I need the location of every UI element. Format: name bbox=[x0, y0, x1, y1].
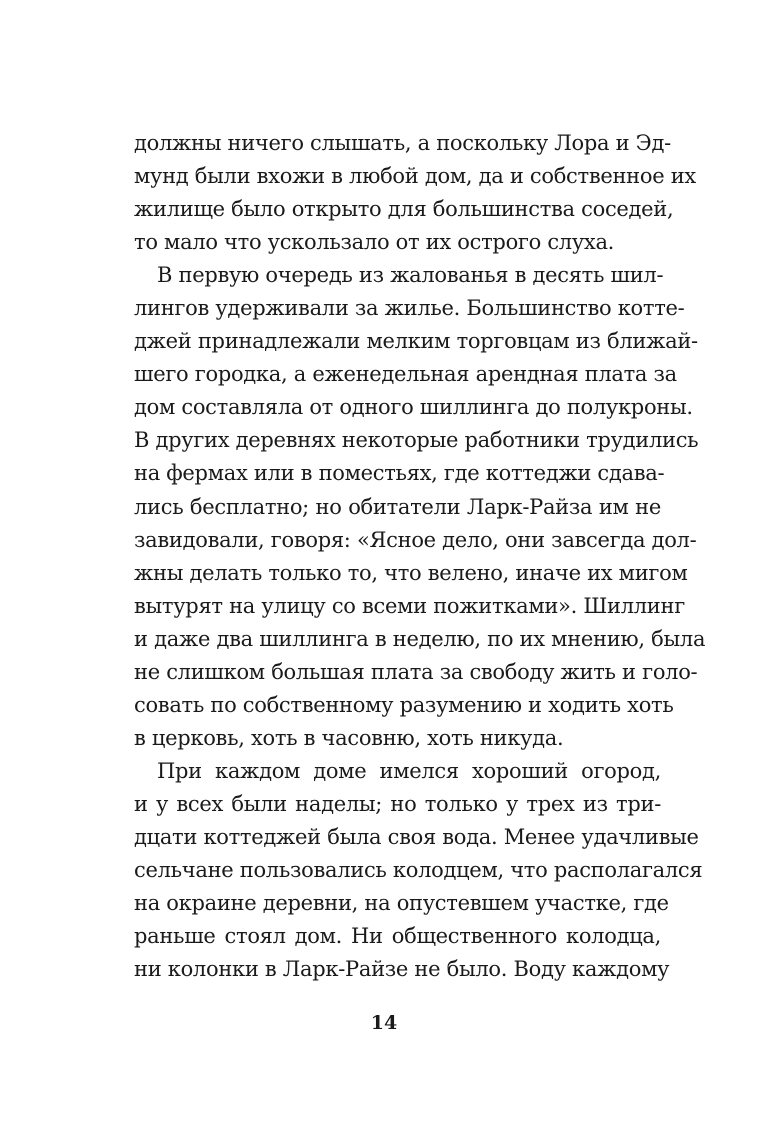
text-line: вытурят на улицу со всеми пожитками». Шиллинг bbox=[134, 593, 685, 618]
text-line: мунд были вхожи в любой дом, да и собственное их bbox=[134, 164, 696, 189]
text-line: жилище было открыто для большинства соседей, bbox=[134, 197, 674, 222]
text-line: При каждом доме имелся хороший огород, bbox=[157, 758, 661, 783]
text-line: дцати коттеджей была своя вода. Менее удачливые bbox=[134, 824, 699, 849]
text-line: на окраине деревни, на опустевшем участке, где bbox=[134, 891, 669, 916]
text-line: то мало что ускользало от их острого слуха. bbox=[134, 230, 615, 255]
text-line: шего городка, а еженедельная арендная плата за bbox=[134, 362, 677, 387]
text-line: лись бесплатно; но обитатели Ларк-Райза им не bbox=[134, 494, 661, 519]
text-line: в церковь, хоть в часовню, хоть никуда. bbox=[134, 725, 564, 750]
text-line: и даже два шиллинга в неделю, по их мнению, была bbox=[134, 626, 706, 651]
text-line: на фермах или в поместьях, где коттеджи сдава- bbox=[134, 461, 665, 486]
text-line: лингов удерживали за жилье. Большинство котте- bbox=[134, 296, 685, 321]
text-line: дом составляла от одного шиллинга до полукроны. bbox=[134, 395, 693, 420]
text-line: джей принадлежали мелким торговцам из ближай- bbox=[134, 329, 698, 354]
text-line: В первую очередь из жалованья в десять шил- bbox=[157, 263, 664, 288]
body-text bbox=[134, 127, 706, 986]
page-number: 14 bbox=[370, 1012, 398, 1034]
text-line: должны ничего слышать, а поскольку Лора и Эд- bbox=[134, 131, 671, 155]
text-line: раньше стоял дом. Ни общественного колодца, bbox=[134, 924, 661, 949]
text-line: совать по собственному разумению и ходить хоть bbox=[134, 692, 674, 717]
text-line: сельчане пользовались колодцем, что располагался bbox=[134, 858, 703, 883]
text-line: завидовали, говоря: «Ясное дело, они завсегда дол- bbox=[134, 527, 697, 552]
text-line: и у всех были наделы; но только у трех из три- bbox=[134, 791, 661, 816]
text-line: ни колонки в Ларк-Райзе не было. Воду каждому bbox=[134, 957, 670, 982]
text-line: не слишком большая плата за свободу жить и голо- bbox=[134, 659, 698, 684]
text-line: В других деревнях некоторые работники трудились bbox=[134, 428, 699, 453]
text-line: жны делать только то, что велено, иначе их мигом bbox=[134, 560, 688, 585]
